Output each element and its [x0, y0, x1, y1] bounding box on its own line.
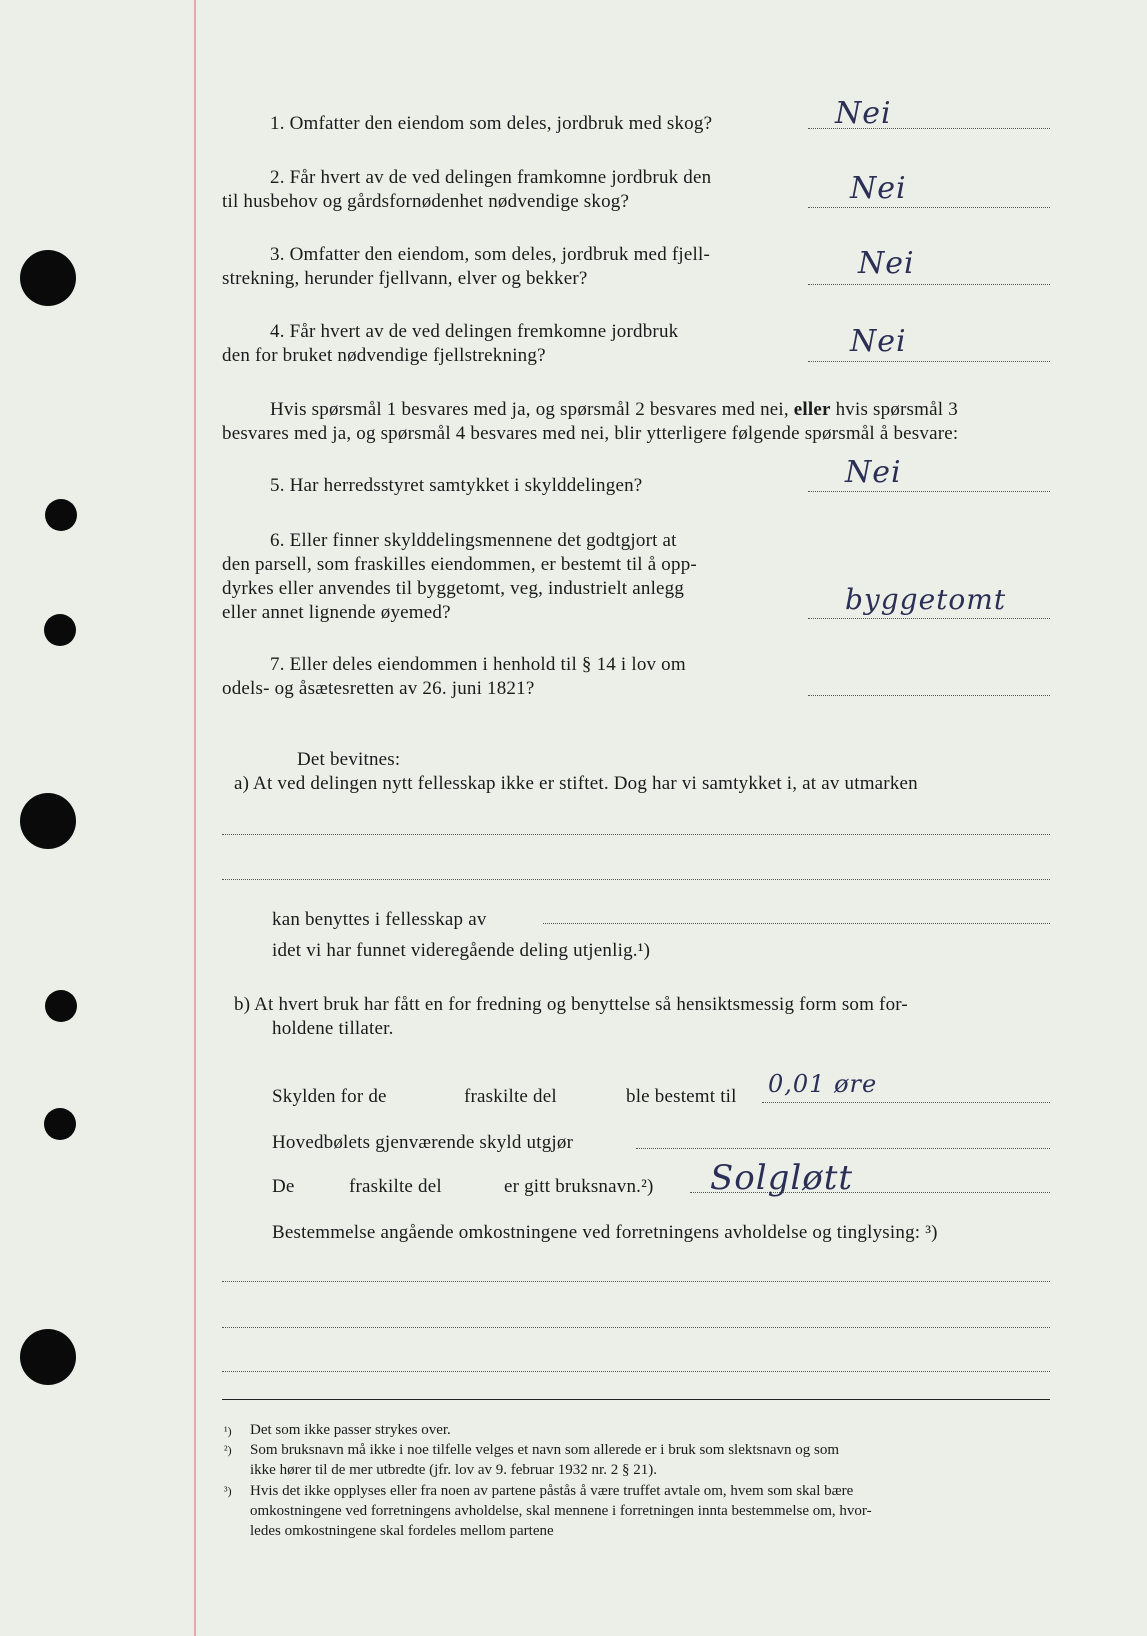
hovedbol-label: Hovedbølets gjenværende skyld utgjør — [272, 1132, 574, 1153]
footnote-mark-3: ³) — [224, 1484, 232, 1498]
footnote-2-line-1: Som bruksnavn må ikke i noe tilfelle velges et navn som allerede er i bruk som slektsnavn og som — [250, 1442, 840, 1458]
footnote-3-line-2: omkostningene ved forretningens avholdelse, skal mennene i forretningen innta bestemmelse om, hvor- — [250, 1503, 872, 1519]
question-7-line-1: 7. Eller deles eiendommen i henhold til § 14 i lov om — [270, 654, 686, 675]
skyld-line[interactable] — [762, 1102, 1050, 1103]
bestemmelse-label: Bestemmelse angående omkostningene ved forretningens avholdelse og tinglysing: ³) — [272, 1222, 938, 1243]
bestemmelse-line-1[interactable] — [222, 1281, 1050, 1282]
answer-3: Nei — [858, 246, 915, 281]
footnote-mark-1: ¹) — [224, 1424, 232, 1438]
declaration-a: a) At ved delingen nytt fellesskap ikke er stiftet. Dog har vi samtykket i, at av utmarken — [234, 773, 918, 794]
footnote-mark-2: ²) — [224, 1443, 232, 1457]
answer-line-7[interactable] — [808, 695, 1050, 696]
question-2-line-2: til husbehov og gårdsfornødenhet nødvendige skog? — [222, 191, 630, 212]
utmark-line-2[interactable] — [222, 879, 1050, 880]
de-label-1: De — [272, 1176, 295, 1197]
footnote-3-line-1: Hvis det ikke opplyses eller fra noen av partene påstås å være truffet avtale om, hvem som skal bære — [250, 1483, 854, 1499]
footnote-3-line-3: ledes omkostningene skal fordeles mellom partene — [250, 1523, 554, 1539]
skylden-label-1: Skylden for de — [272, 1086, 387, 1107]
fellesskap-label: kan benyttes i fellesskap av — [272, 909, 487, 930]
question-3-line-1: 3. Omfatter den eiendom, som deles, jordbruk med fjell- — [270, 244, 710, 265]
bestemmelse-line-2[interactable] — [222, 1327, 1050, 1328]
footnote-2-line-2: ikke hører til de mer utbredte (jfr. lov av 9. februar 1932 nr. 2 § 21). — [250, 1462, 657, 1478]
punch-hole — [20, 793, 76, 849]
answer-5: Nei — [845, 455, 902, 490]
skyld-value: 0,01 øre — [768, 1070, 878, 1098]
answer-line-5[interactable] — [808, 491, 1050, 492]
conditional-text-a: Hvis spørsmål 1 besvares med ja, og spørsmål 2 besvares med nei, — [270, 399, 789, 420]
margin-line — [194, 0, 196, 1636]
punch-hole — [44, 614, 76, 646]
skylden-label-2: fraskilte del — [464, 1086, 557, 1107]
answer-2: Nei — [850, 171, 907, 206]
utmark-line-1[interactable] — [222, 834, 1050, 835]
punch-hole — [45, 990, 77, 1022]
answer-line-3[interactable] — [808, 284, 1050, 285]
declaration-b-line-2: holdene tillater. — [272, 1018, 394, 1039]
answer-1: Nei — [835, 96, 892, 131]
question-6-line-3: dyrkes eller anvendes til byggetomt, veg, industrielt anlegg — [222, 578, 685, 599]
question-6-line-4: eller annet lignende øyemed? — [222, 602, 451, 623]
question-1: 1. Omfatter den eiendom som deles, jordbruk med skog? — [270, 113, 713, 134]
question-4-line-1: 4. Får hvert av de ved delingen fremkomne jordbruk — [270, 321, 679, 342]
question-7-line-2: odels- og åsætesretten av 26. juni 1821? — [222, 678, 535, 699]
question-2-line-1: 2. Får hvert av de ved delingen framkomne jordbruk den — [270, 167, 712, 188]
answer-line-2[interactable] — [808, 207, 1050, 208]
answer-6: byggetomt — [845, 583, 1007, 616]
answer-line-4[interactable] — [808, 361, 1050, 362]
answer-4: Nei — [850, 324, 907, 359]
punch-hole — [20, 1329, 76, 1385]
punch-hole — [44, 1108, 76, 1140]
question-6-line-2: den parsell, som fraskilles eiendommen, er bestemt til å opp- — [222, 554, 697, 575]
bruksnavn-value: Solgløtt — [710, 1158, 854, 1198]
question-5: 5. Har herredsstyret samtykket i skylddelingen? — [270, 475, 643, 496]
declaration-heading: Det bevitnes: — [297, 749, 401, 770]
hovedbol-line[interactable] — [636, 1148, 1050, 1149]
footnote-1: Det som ikke passer strykes over. — [250, 1422, 451, 1438]
bestemmelse-line-3[interactable] — [222, 1371, 1050, 1372]
fellesskap-line[interactable] — [543, 923, 1050, 924]
de-label-2: fraskilte del — [349, 1176, 442, 1197]
conditional-text-b: hvis spørsmål 3 — [835, 399, 958, 420]
conditional-line-1 — [270, 398, 958, 422]
conditional-bold: eller — [793, 399, 831, 420]
conditional-line-2: besvares med ja, og spørsmål 4 besvares med nei, blir ytterligere følgende spørsmål å besvare: — [222, 423, 959, 444]
answer-line-6[interactable] — [808, 618, 1050, 619]
declaration-b-line-1: b) At hvert bruk har fått en for fredning og benyttelse så hensiktsmessig form som for- — [234, 994, 908, 1015]
question-3-line-2: strekning, herunder fjellvann, elver og bekker? — [222, 268, 588, 289]
skylden-label-3: ble bestemt til — [626, 1086, 737, 1107]
question-4-line-2: den for bruket nødvendige fjellstrekning? — [222, 345, 546, 366]
punch-hole — [20, 250, 76, 306]
footnote-rule — [222, 1399, 1050, 1400]
question-6-line-1: 6. Eller finner skylddelingsmennene det godtgjort at — [270, 530, 677, 551]
utjenlig-text: idet vi har funnet videregående deling utjenlig.¹) — [272, 940, 651, 961]
punch-hole — [45, 499, 77, 531]
de-label-3: er gitt bruksnavn.²) — [504, 1176, 654, 1197]
